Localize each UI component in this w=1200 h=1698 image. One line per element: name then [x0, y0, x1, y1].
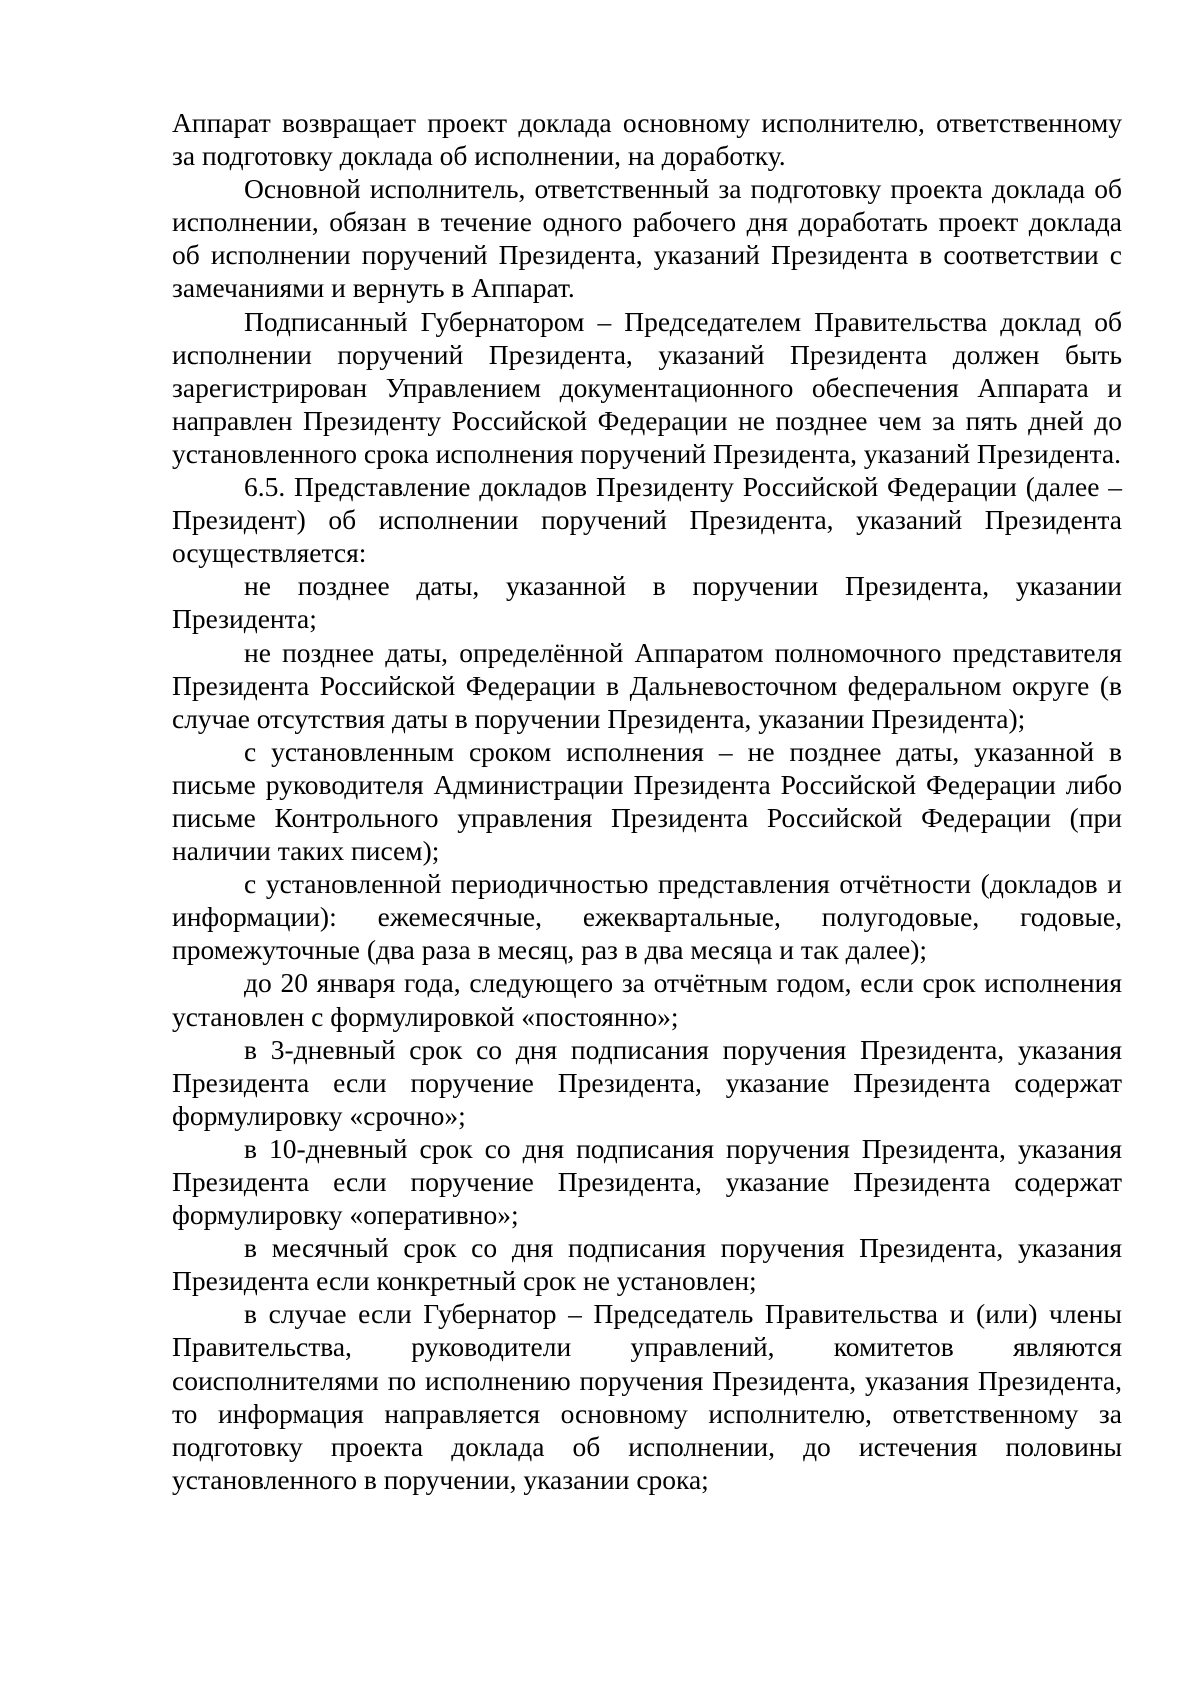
paragraph-10: в 3-дневный срок со дня подписания поручения Президента, указания Президента если поручение Президента, указание Президента содержат формулировку «срочно»; — [172, 1033, 1122, 1131]
paragraph-13: в случае если Губернатор – Председатель Правительства и (или) члены Правительства, руководители управлений, комитетов являются соисполнителями по исполнению поручения Президента, указания Президента, то информация направляется основному исполнителю, ответственному за подготовку проекта доклада об исполнении, до истечения половины установленного в поручении, указании срока; — [172, 1298, 1122, 1495]
paragraph-7: с установленным сроком исполнения – не позднее даты, указанной в письме руководителя Администрации Президента Российской Федерации либо письме Контрольного управления Президента Российской Федерации (при наличии таких писем); — [172, 735, 1122, 867]
paragraph-11: в 10-дневный срок со дня подписания поручения Президента, указания Президента если поручение Президента, указание Президента содержат формулировку «оперативно»; — [172, 1132, 1122, 1231]
paragraph-3: Подписанный Губернатором – Председателем Правительства доклад об исполнении поручений Президента, указаний Президента должен быть зарегистрирован Управлением документационного обеспечения Аппарата и направлен Президенту Российской Федерации не позднее чем за пять дней до установленного срока исполнения поручений Президента, указаний Президента. — [172, 305, 1122, 469]
document-page — [172, 106, 1122, 1496]
paragraph-6: не позднее даты, определённой Аппаратом полномочного представителя Президента Российской Федерации в Дальневосточном федеральном округе (в случае отсутствия даты в поручении Президента, указании Президента); — [172, 636, 1122, 734]
paragraph-9: до 20 января года, следующего за отчётным годом, если срок исполнения установлен с формулировкой «постоянно»; — [172, 967, 1122, 1032]
paragraph-2: Основной исполнитель, ответственный за подготовку проекта доклада об исполнении, обязан в течение одного рабочего дня доработать проект доклада об исполнении поручений Президента, указаний Президента в соответствии с замечаниями и вернуть в Аппарат. — [172, 173, 1122, 304]
paragraph-8: с установленной периодичностью представления отчётности (докладов и информации): ежемесячные, ежеквартальные, полугодовые, годовые, промежуточные (два раза в месяц, раз в два месяца и так далее); — [172, 868, 1122, 966]
paragraph-1: Аппарат возвращает проект доклада основному исполнителю, ответственному за подготовку доклада об исполнении, на доработку. — [172, 107, 1122, 172]
paragraph-4: 6.5. Представление докладов Президенту Российской Федерации (далее – Президент) об исполнении поручений Президента, указаний Президента осуществляется: — [172, 471, 1122, 569]
paragraph-5: не позднее даты, указанной в поручении Президента, указании Президента; — [172, 570, 1122, 635]
paragraph-12: в месячный срок со дня подписания поручения Президента, указания Президента если конкретный срок не установлен; — [172, 1232, 1122, 1297]
